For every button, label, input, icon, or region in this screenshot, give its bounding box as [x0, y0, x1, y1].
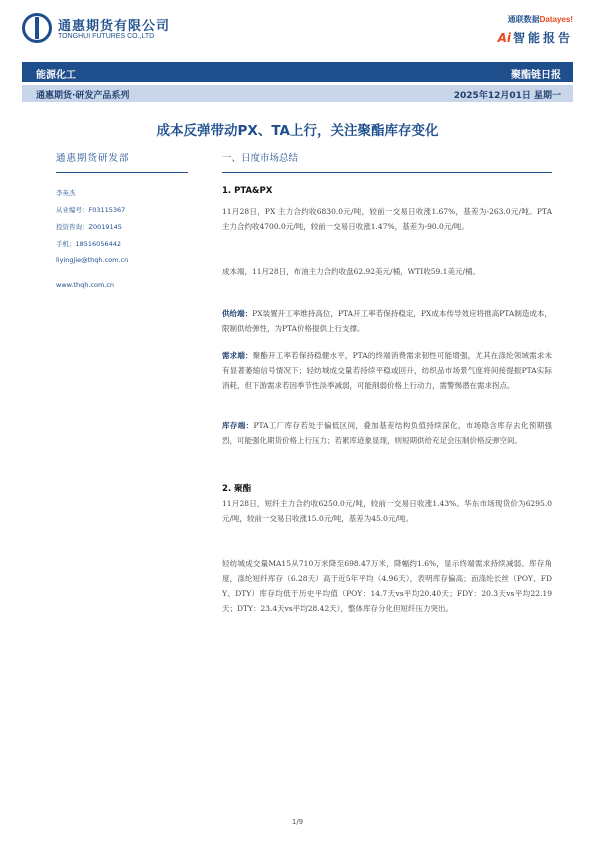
- section-heading: 一、日度市场总结: [222, 150, 552, 173]
- company-logo: [22, 11, 182, 47]
- analyst-email[interactable]: liyingjie@thqh.com.cn: [56, 256, 129, 264]
- brand-report-label: 智能报告: [512, 31, 573, 45]
- datayes-brand: [463, 14, 573, 46]
- paragraph-cost: 成本端，11月28日，布油主力合约收盘62.92美元/桶，WTI收59.1美元/桶。: [222, 267, 480, 276]
- company-name-en: TONGHUI FUTURES CO.,LTD: [58, 33, 155, 40]
- report-date: 2025年12月01日 星期一: [453, 91, 561, 101]
- ai-logo: Ai: [497, 31, 511, 45]
- tonghui-logo-icon: [22, 13, 52, 43]
- department-heading: 通惠期货研发部: [56, 150, 188, 173]
- company-website[interactable]: www.thqh.com.cn: [56, 281, 115, 289]
- report-title: 成本反弹带动PX、TA上行，关注聚酯库存变化: [156, 123, 439, 139]
- subsection-polyester: 2. 聚酯: [222, 484, 252, 494]
- supply-text: PX装置开工率维持高位，PTA开工率若保持稳定，PX成本传导效应将推高PTA制造成本，限制供给弹性，为PTA价格提供上行支撑。: [222, 309, 552, 333]
- supply-label: 供给端：: [222, 309, 253, 318]
- series-label: 通惠期货·研发产品系列: [36, 91, 130, 101]
- category-label: 能源化工: [36, 70, 76, 81]
- demand-label: 需求端：: [222, 351, 253, 360]
- market-summary: [222, 150, 552, 613]
- inventory-label: 库存端：: [222, 421, 254, 430]
- analyst-name: 李英杰: [56, 189, 76, 197]
- paragraph-supply: [222, 306, 552, 336]
- paragraph-inventory: [222, 418, 552, 448]
- paragraph-polyester-inventory: 轻纺城成交量MA15从710万米降至698.47万米，降幅约1.6%，显示终端需求持续减弱。库存角度，涤纶短纤库存（6.28天）高于近5年平均（4.96天），表明库存偏高；而涤纶长丝（POY、FDY、DTY）库存均低于历史平均值（POY：14.7天vs平均20.40天；FDY：20.3天vs平均22.19天；DTY：23.4天vs平均28.42天），整体库存分化但短纤压力突出。: [222, 559, 552, 613]
- report-type-label: 聚酯链日报: [511, 70, 561, 81]
- paragraph-polyester-prices: 11月28日，短纤主力合约收6250.0元/吨，较前一交易日收涨1.43%。华东市场现货价为6295.0元/吨，较前一交易日收涨15.0元/吨，基差为45.0元/吨。: [222, 499, 552, 523]
- phone-number: 手机：18516056442: [56, 240, 121, 248]
- consult-number: 投资咨询：Z0019145: [56, 223, 122, 231]
- brand-top-prefix: 通联数据: [507, 15, 540, 24]
- paragraph-pta-px-prices: 11月28日，PX 主力合约收6830.0元/吨，较前一交易日收涨1.67%，基差为-263.0元/吨。PTA 主力合约收4700.0元/吨，较前一交易日收涨1.47%，基差为-90.0元/吨。: [222, 207, 552, 231]
- brand-bottom: [463, 29, 573, 46]
- company-name-cn: 通惠期货有限公司: [58, 19, 171, 34]
- subsection-pta-px: 1. PTA&PX: [222, 186, 273, 196]
- brand-top: [463, 14, 573, 25]
- demand-text: 聚酯开工率若保持稳健水平，PTA的终端消费需求韧性可能增强，尤其在涤纶领域需求未有显著萎缩信号情况下；轻纺城成交量若持续平稳或回升，纺织品市场景气度将间接提振PTA实际消耗，但下游需求若因季节性淡季减弱，可能削弱价格上行动力，需警惕潜在需求拐点。: [222, 351, 552, 390]
- inventory-text: PTA工厂库存若处于偏低区间，叠加基差结构负值持续深化，市场隐含库存去化预期强烈，可能强化期货价格上行压力；若累库迹象显现，则短期供给充足会压制价格反弹空间。: [222, 421, 552, 445]
- paragraph-demand: [222, 348, 552, 393]
- page-number: 1/9: [291, 818, 304, 826]
- analyst-sidebar: [48, 150, 198, 300]
- series-bar: [22, 85, 573, 102]
- license-number: 从业编号：F03115367: [56, 206, 126, 214]
- brand-top-suffix: Datayes!: [539, 15, 573, 24]
- category-bar: [22, 62, 573, 82]
